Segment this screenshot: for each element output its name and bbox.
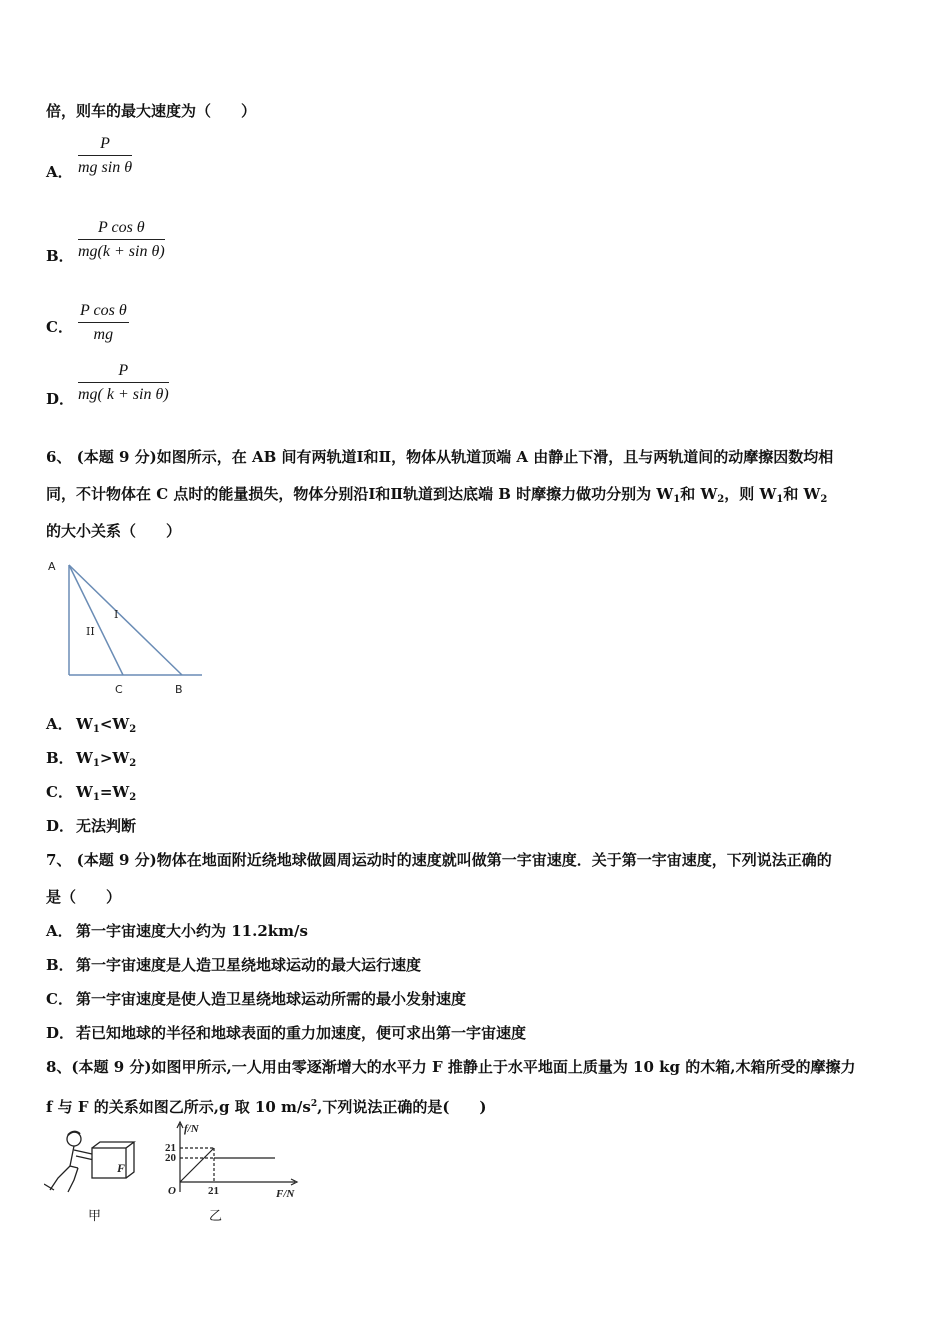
tick-21-x: 21 <box>208 1185 219 1197</box>
q8-caption-jia: 甲 <box>88 1209 102 1224</box>
q5-option-b-label: B． <box>46 247 74 265</box>
q7-option-b: B． 第一宇宙速度是人造卫星绕地球运动的最大运行速度 <box>46 956 422 974</box>
q5-stem-tail: 倍，则车的最大速度为（ ） <box>46 102 257 120</box>
q7-stem-line2: 是（ ） <box>46 888 122 906</box>
q5-option-a-denominator: mg sin θ <box>78 159 133 176</box>
q8-stem-line2: f 与 F 的关系如图乙所示,g 取 10 $m/s^2$,下列说法正确的是( ) <box>46 1098 487 1116</box>
F-axis-label: F/N <box>276 1188 295 1200</box>
q5-option-c-denominator: mg <box>93 326 114 343</box>
q6-option-c: C． $W_1=W_2$ <box>46 783 137 803</box>
q6-point-a: A <box>48 560 56 573</box>
q5-option-a-label: A． <box>46 163 73 181</box>
q5-option-d-numerator: P <box>78 362 169 383</box>
q5-option-d-denominator: mg( k + sin θ) <box>78 386 169 403</box>
q6-track-figure <box>44 555 209 700</box>
q7-option-d: D． 若已知地球的半径和地球表面的重力加速度，便可求出第一宇宙速度 <box>46 1024 527 1042</box>
force-label-f: F <box>117 1161 126 1175</box>
origin-label: O <box>168 1185 176 1197</box>
tick-20-y: 20 <box>165 1152 176 1164</box>
tick-21-y: 21 <box>165 1142 176 1154</box>
q6-point-b: B <box>175 683 183 696</box>
q5-option-b-fraction <box>78 219 165 261</box>
q5-option-c-label: C． <box>46 318 73 336</box>
q5-option-c-fraction <box>78 302 129 344</box>
q6-track-i <box>69 565 182 675</box>
q8-figure-person-pushing-box <box>44 1128 144 1200</box>
q7-option-a: A． 第一宇宙速度大小约为 11.2km/s <box>46 922 308 940</box>
f-axis-label: f/N <box>184 1123 199 1135</box>
q5-option-b-numerator: P cos θ <box>78 219 165 240</box>
q7-option-c: C． 第一宇宙速度是使人造卫星绕地球运动所需的最小发射速度 <box>46 990 467 1008</box>
q6-stem-line3: 的大小关系（ ） <box>46 522 182 540</box>
person-torso <box>70 1146 78 1168</box>
q8-stem-line1: 8、(本题 9 分)如图甲所示,一人用由零逐渐增大的水平力 F 推静止于水平地面上质量为 10 kg 的木箱,木箱所受的摩擦力 <box>46 1058 856 1076</box>
q6-stem-line2: 同，不计物体在 C 点时的能量损失，物体分别沿Ⅰ和Ⅱ轨道到达底端 B 时摩擦力做功分别为 $W_1$和 $W_2$，则 $W_1$和 $W_2$ <box>46 485 828 505</box>
q6-label-track-i: I <box>114 608 119 621</box>
q5-option-d-fraction <box>78 362 169 404</box>
person-legs <box>50 1166 78 1192</box>
q6-option-d: D． 无法判断 <box>46 817 137 835</box>
q6-label-track-ii: II <box>86 625 95 638</box>
q5-option-a-numerator: P <box>78 135 132 156</box>
q8-caption-yi: 乙 <box>209 1209 223 1224</box>
q6-point-c: C <box>115 683 123 696</box>
q6-option-b: B． $W_1>W_2$ <box>46 749 137 769</box>
q8-figure-friction-graph <box>160 1120 305 1200</box>
person-arms <box>74 1150 94 1160</box>
q5-option-d-label: D． <box>46 390 75 408</box>
q5-option-a-fraction <box>78 135 132 177</box>
q6-stem-line1: 6、 (本题 9 分)如图所示，在 AB 间有两轨道Ⅰ和Ⅱ，物体从轨道顶端 A 由静止下滑，且与两轨道间的动摩擦因数均相 <box>46 448 834 466</box>
q6-option-a: A． $W_1<W_2$ <box>46 715 137 735</box>
q7-stem-line1: 7、 (本题 9 分)物体在地面附近绕地球做圆周运动时的速度就叫做第一宇宙速度．关于第一宇宙速度，下列说法正确的 <box>46 851 832 869</box>
q5-option-b-denominator: mg(k + sin θ) <box>78 243 165 260</box>
graph-rising-line <box>180 1148 214 1182</box>
q5-option-c-numerator: P cos θ <box>78 302 129 323</box>
